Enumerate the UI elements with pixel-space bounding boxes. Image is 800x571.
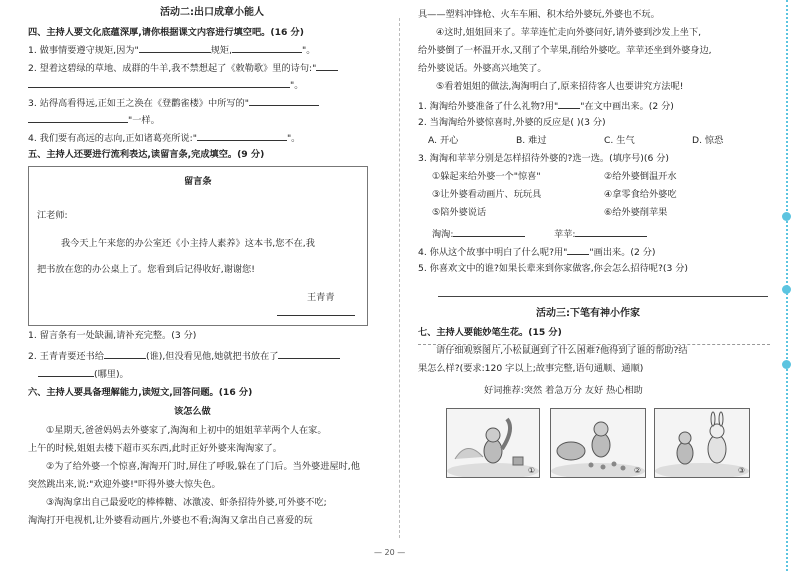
note-title: 留言条 [184, 176, 212, 187]
squirrel-spilled-fruit-icon [551, 409, 645, 477]
taotao-answer: 淘淘: [432, 226, 525, 241]
story-p4c: 给外婆说话。外婆高兴地笑了。 [418, 63, 547, 74]
note-body-1: 我今天上午来您的办公室还《小主持人素养》这本书,您不在,我 [61, 238, 315, 249]
binding-hole-icon [782, 360, 791, 369]
q7-prompt-1: 请仔细观察图片,小松鼠遇到了什么困难?他得到了谁的帮助?结 [436, 345, 688, 356]
q6-item4: 4. 你从这个故事中明白了什么呢?用" "画出来。(2 分) [418, 244, 656, 259]
q6-item2-option-a: A. 开心 [428, 135, 459, 146]
squirrel-carrying-basket-icon [447, 409, 539, 477]
pingping-answer: 苹苹: [554, 226, 647, 241]
q4-item1: 1. 做事情要遵守规矩,因为" 规矩, "。 [28, 42, 315, 57]
binding-hole-icon [782, 285, 791, 294]
q7-title: 七、主持人要能妙笔生花。(15 分) [418, 327, 562, 338]
note-signature: 王青青 [307, 292, 335, 303]
story-picture-2 [550, 408, 646, 478]
choice-4: ④拿零食给外婆吃 [604, 189, 677, 200]
story-p4b: 给外婆倒了一杯温开水,又削了个苹果,削给外婆吃。苹苹还坐到外婆身边, [418, 45, 712, 56]
q4-item2: 2. 望着这碧绿的草地、成群的牛羊,我不禁想起了《敕勒歌》里的诗句:" [28, 60, 338, 75]
q6-item2-option-b: B. 难过 [516, 135, 547, 146]
q6-title: 六、主持人要具备理解能力,读短文,回答问题。(16 分) [28, 387, 253, 398]
activity-2-heading: 活动二:出口成章小能人 [160, 7, 264, 18]
q6-item1: 1. 淘淘给外婆准备了什么礼物?用" "在文中画出来。(2 分) [418, 98, 674, 113]
q5-item2-line: (哪里)。 [38, 366, 129, 381]
choice-5: ⑤陪外婆说话 [432, 207, 487, 218]
activity-3-separator [418, 344, 770, 345]
q4-item2-line: "。 [28, 77, 303, 92]
page-number: — 20 — [374, 548, 406, 557]
q4-item4: 4. 我们要有高远的志向,正如诸葛亮所说:" "。 [28, 130, 300, 145]
q4-title: 四、主持人要文化底蕴深厚,请你根据课文内容进行填空吧。(16 分) [28, 27, 304, 38]
story-p3a: ③淘淘拿出自己最爱吃的棒棒糖、冰激凌、虾条招待外婆,可外婆不吃; [46, 497, 327, 508]
q4-item3-line: "一样。 [28, 112, 160, 127]
binding-hole-icon [782, 212, 791, 221]
q4-item3: 3. 站得高看得远,正如王之涣在《登鹳雀楼》中所写的" [28, 95, 319, 110]
q5-item1: 1. 留言条有一处缺漏,请补充完整。(3 分) [28, 330, 197, 341]
story-p5: ⑤看着姐姐的做法,淘淘明白了,原来招待客人也要讲究方法呢! [436, 81, 684, 92]
choice-2: ②给外婆倒温开水 [604, 171, 677, 182]
activity-3-heading: 活动三:下笔有神小作家 [536, 308, 640, 319]
q5-item2: 2. 王青青要还书给 (谁),但没看见他,她就把书放在了 [28, 348, 340, 363]
story-p4a: ④这时,姐姐回来了。苹苹连忙走向外婆问好,请外婆到沙发上坐下, [436, 27, 702, 38]
picture-2-label: ② [633, 466, 641, 475]
vocab-recommendation: 好词推荐:突然 着急万分 友好 热心相助 [484, 385, 643, 396]
story-picture-1 [446, 408, 540, 478]
binding-margin [774, 0, 800, 571]
note-greeting: 江老师: [37, 210, 68, 221]
q6-item5-answer-line [438, 296, 768, 297]
column-divider [399, 18, 400, 538]
q5-title: 五、主持人还要进行流利表达,读留言条,完成填空。(9 分) [28, 149, 265, 160]
story-p1b: 上午的时候,姐姐去楼下超市买东西,此时正好外婆来淘淘家了。 [28, 443, 282, 454]
picture-3-label: ③ [737, 466, 745, 475]
story-p2b: 突然跳出来,说:"欢迎外婆!"吓得外婆大惊失色。 [28, 479, 221, 490]
choice-6: ⑥给外婆削苹果 [604, 207, 668, 218]
story-p2a: ②为了给外婆一个惊喜,淘淘开门时,屏住了呼吸,躲在了门后。当外婆进屋时,他 [46, 461, 360, 472]
story-p1a: ①星期天,爸爸妈妈去外婆家了,淘淘和上初中的姐姐苹苹两个人在家。 [46, 425, 327, 436]
message-note [28, 166, 368, 326]
note-date-blank [277, 315, 355, 316]
squirrel-and-rabbit-icon [655, 409, 749, 477]
note-body-2: 把书放在您的办公桌上了。您看到后记得收好,谢谢您! [37, 264, 255, 275]
story-title: 该怎么做 [174, 406, 211, 417]
picture-1-label: ① [527, 466, 535, 475]
q6-item3: 3. 淘淘和苹苹分别是怎样招待外婆的?选一选。(填序号)(6 分) [418, 153, 669, 164]
story-p3b: 淘淘打开电视机,让外婆看动画片,外婆也不看;淘淘又拿出自己喜爱的玩 [28, 515, 313, 526]
q6-item2-option-c: C. 生气 [604, 135, 635, 146]
story-p3c: 具——塑料冲锋枪、火车车厢、积木给外婆玩,外婆也不玩。 [418, 9, 660, 20]
choice-3: ③让外婆看动画片、玩玩具 [432, 189, 542, 200]
q6-item5: 5. 你喜欢文中的谁?如果长辈来到你家做客,你会怎么招待呢?(3 分) [418, 263, 688, 274]
choice-1: ①躲起来给外婆一个"惊喜" [432, 171, 541, 182]
q6-item2: 2. 当淘淘给外婆惊喜时,外婆的反应是( )(3 分) [418, 117, 606, 128]
q7-prompt-2: 果怎么样?(要求:120 字以上;故事完整,语句通顺、通顺) [418, 363, 644, 374]
q6-item2-option-d: D. 惊恐 [692, 135, 724, 146]
story-picture-3 [654, 408, 750, 478]
